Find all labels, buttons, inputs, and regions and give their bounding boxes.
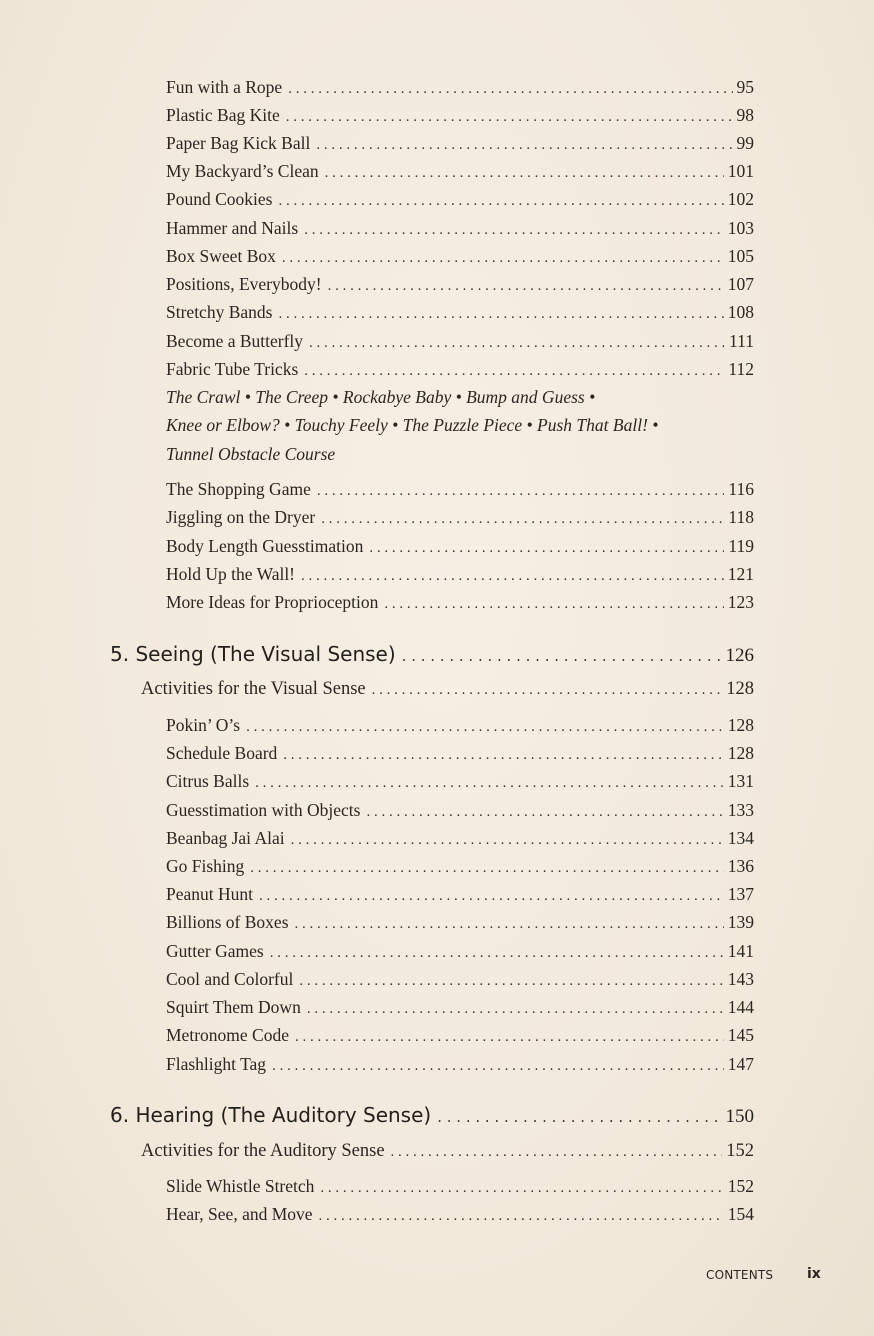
leader-dots — [316, 134, 732, 156]
leader-dots — [250, 857, 723, 879]
entry-title: Plastic Bag Kite — [166, 105, 280, 125]
leader-dots — [321, 508, 724, 530]
entry-page: 105 — [727, 246, 754, 266]
entry-page: 108 — [727, 302, 754, 322]
entry-page: 101 — [727, 161, 754, 181]
entry-page: 133 — [727, 800, 754, 820]
leader-dots — [278, 190, 723, 212]
leader-dots — [325, 162, 724, 184]
toc-entry — [166, 358, 754, 382]
running-footer-label: CONTENTS — [706, 1268, 774, 1282]
entry-title: Cool and Colorful — [166, 969, 294, 989]
leader-dots — [288, 78, 732, 100]
section-heading — [141, 677, 754, 702]
entry-page: 128 — [727, 743, 754, 763]
entry-title: Peanut Hunt — [166, 884, 254, 904]
entry-page: 145 — [727, 1025, 754, 1045]
sub-activities-line: Knee or Elbow? • Touchy Feely • The Puzzle Piece • Push That Ball! • — [166, 415, 659, 435]
leader-dots — [272, 1055, 724, 1077]
toc-entry — [166, 506, 754, 530]
entry-title: Gutter Games — [166, 941, 264, 961]
entry-title: Fun with a Rope — [166, 77, 283, 97]
entry-title: Hammer and Nails — [166, 218, 299, 238]
toc-entry — [166, 714, 754, 738]
chapter-heading — [110, 641, 754, 669]
toc-entry — [166, 1024, 754, 1048]
leader-dots — [246, 716, 724, 738]
entry-page: 103 — [727, 218, 754, 238]
entry-page: 144 — [727, 997, 754, 1017]
toc-entry — [166, 76, 754, 100]
toc-entry — [166, 301, 754, 325]
leader-dots — [307, 998, 724, 1020]
entry-page: 131 — [727, 771, 754, 791]
leader-dots — [328, 275, 724, 297]
entry-page: 119 — [728, 536, 754, 556]
entry-title: Paper Bag Kick Ball — [166, 133, 311, 153]
leader-dots — [304, 360, 724, 382]
leader-dots — [402, 643, 722, 669]
entry-title: Go Fishing — [166, 856, 245, 876]
section-heading — [141, 1139, 754, 1164]
toc-entry — [166, 478, 754, 502]
entry-title: Slide Whistle Stretch — [166, 1176, 315, 1196]
entry-title: Pound Cookies — [166, 189, 273, 209]
entry-page: 152 — [727, 1176, 754, 1196]
leader-dots — [282, 247, 724, 269]
chapter-page: 126 — [725, 645, 754, 666]
toc-entry — [166, 827, 754, 851]
entry-title: Box Sweet Box — [166, 246, 276, 266]
leader-dots — [391, 1140, 723, 1164]
leader-dots — [295, 913, 724, 935]
leader-dots — [299, 970, 723, 992]
leader-dots — [286, 106, 733, 128]
entry-page: 99 — [736, 133, 754, 153]
entry-title: Hear, See, and Move — [166, 1204, 313, 1224]
entry-title: Become a Butterfly — [166, 331, 304, 351]
entry-page: 107 — [727, 274, 754, 294]
toc-entry — [166, 535, 754, 559]
toc-entry — [166, 1203, 754, 1227]
toc-entry — [166, 940, 754, 964]
entry-page: 139 — [727, 912, 754, 932]
section-title: Activities for the Auditory Sense — [141, 1141, 385, 1161]
chapter-heading — [110, 1102, 754, 1130]
toc-entry — [166, 883, 754, 907]
toc-entry — [166, 799, 754, 823]
entry-title: Fabric Tube Tricks — [166, 359, 299, 379]
toc-entry — [166, 968, 754, 992]
entry-title: Body Length Guesstimation — [166, 536, 364, 556]
toc-entry — [166, 245, 754, 269]
leader-dots — [384, 593, 723, 615]
leader-dots — [304, 219, 724, 241]
entry-title: Schedule Board — [166, 743, 278, 763]
chapter-title: 5. Seeing (The Visual Sense) — [110, 642, 396, 666]
toc-entry — [166, 770, 754, 794]
leader-dots — [270, 942, 724, 964]
entry-title: The Shopping Game — [166, 479, 311, 499]
entry-page: 121 — [727, 564, 754, 584]
leader-dots — [366, 801, 723, 823]
toc-entry — [166, 742, 754, 766]
entry-page: 143 — [727, 969, 754, 989]
leader-dots — [283, 744, 723, 766]
entry-page: 136 — [727, 856, 754, 876]
entry-title: My Backyard’s Clean — [166, 161, 319, 181]
entry-page: 118 — [728, 507, 754, 527]
entry-title: More Ideas for Proprioception — [166, 592, 379, 612]
toc-entry — [166, 104, 754, 128]
leader-dots — [278, 303, 723, 325]
entry-title: Flashlight Tag — [166, 1054, 267, 1074]
entry-page: 102 — [727, 189, 754, 209]
entry-title: Positions, Everybody! — [166, 274, 322, 294]
entry-page: 141 — [727, 941, 754, 961]
entry-title: Jiggling on the Dryer — [166, 507, 316, 527]
entry-page: 137 — [727, 884, 754, 904]
entry-page: 116 — [728, 479, 754, 499]
page-number: ix — [807, 1266, 821, 1282]
toc-entry — [166, 911, 754, 935]
entry-title: Squirt Them Down — [166, 997, 301, 1017]
leader-dots — [369, 537, 724, 559]
leader-dots — [317, 480, 725, 502]
entry-page: 128 — [727, 715, 754, 735]
entry-page: 98 — [736, 105, 754, 125]
section-page: 128 — [726, 679, 754, 699]
chapter-title: 6. Hearing (The Auditory Sense) — [110, 1103, 432, 1127]
toc-entry — [166, 1175, 754, 1199]
entry-page: 111 — [729, 331, 754, 351]
toc-entry — [166, 330, 754, 354]
leader-dots — [372, 678, 723, 702]
entry-title: Hold Up the Wall! — [166, 564, 296, 584]
toc-entry — [166, 996, 754, 1020]
section-page: 152 — [726, 1141, 754, 1161]
entry-title: Beanbag Jai Alai — [166, 828, 285, 848]
entry-page: 112 — [728, 359, 754, 379]
toc-entry — [166, 217, 754, 241]
leader-dots — [309, 332, 725, 354]
entry-page: 134 — [727, 828, 754, 848]
toc-entry — [166, 591, 754, 615]
entry-page: 123 — [727, 592, 754, 612]
leader-dots — [301, 565, 724, 587]
toc-entry — [166, 273, 754, 297]
entry-title: Guesstimation with Objects — [166, 800, 361, 820]
toc-entry — [166, 855, 754, 879]
sub-activities-line: The Crawl • The Creep • Rockabye Baby • Bump and Guess • — [166, 387, 596, 407]
toc-entry — [166, 188, 754, 212]
entry-title: Pokin’ O’s — [166, 715, 241, 735]
entry-title: Metronome Code — [166, 1025, 289, 1045]
entry-page: 147 — [727, 1054, 754, 1074]
leader-dots — [255, 772, 724, 794]
toc-entry — [166, 132, 754, 156]
sub-activities-line: Tunnel Obstacle Course — [166, 444, 336, 464]
toc-entry — [166, 160, 754, 184]
leader-dots — [319, 1205, 724, 1227]
entry-title: Citrus Balls — [166, 771, 250, 791]
entry-title: Stretchy Bands — [166, 302, 273, 322]
leader-dots — [295, 1026, 724, 1048]
chapter-page: 150 — [725, 1106, 754, 1127]
entry-title: Billions of Boxes — [166, 912, 289, 932]
leader-dots — [259, 885, 724, 907]
section-title: Activities for the Visual Sense — [141, 679, 366, 699]
toc-entry — [166, 1053, 754, 1077]
toc-entry — [166, 563, 754, 587]
entry-page: 154 — [727, 1204, 754, 1224]
entry-page: 95 — [736, 77, 754, 97]
leader-dots — [320, 1177, 723, 1199]
leader-dots — [437, 1104, 721, 1130]
leader-dots — [291, 829, 724, 851]
